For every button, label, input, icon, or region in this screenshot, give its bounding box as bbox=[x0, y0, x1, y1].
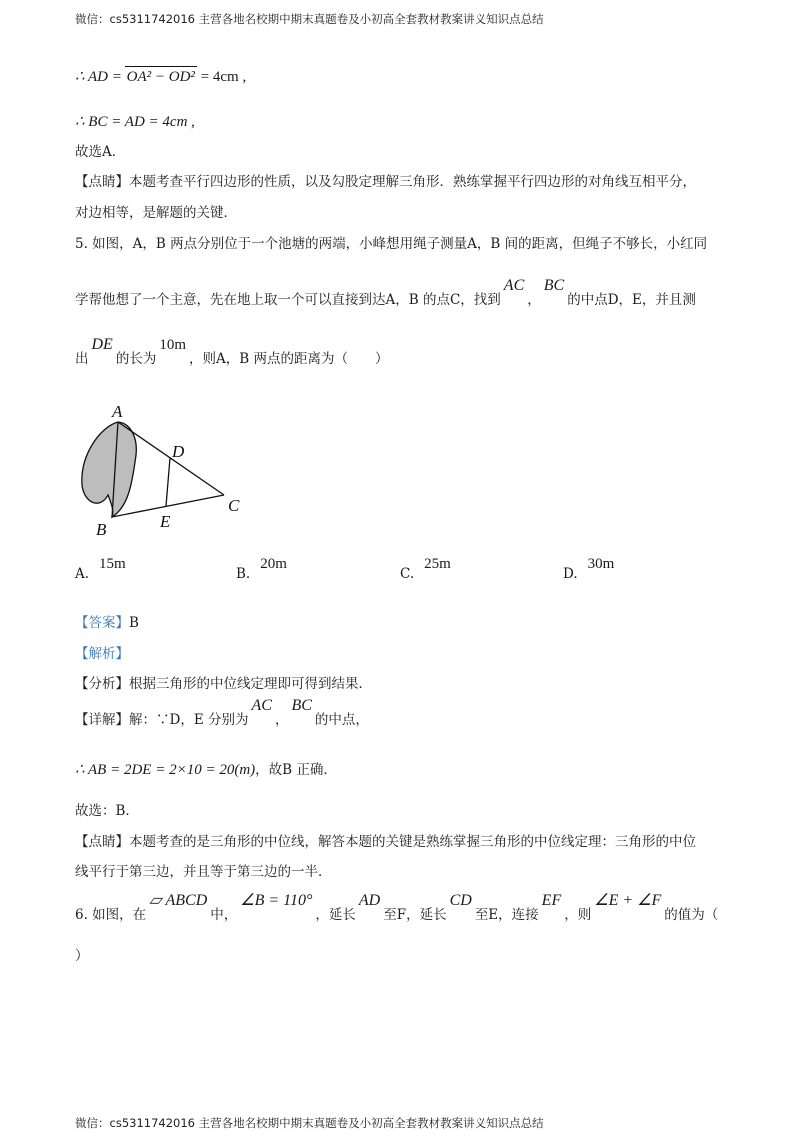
label-b: B bbox=[96, 520, 107, 539]
q5-detail: 【详解】解：∵D，E 分别为AC，BC的中点， bbox=[75, 697, 369, 728]
q5-fenxi: 【分析】根据三角形的中位线定理即可得到结果． bbox=[75, 676, 372, 692]
option-b[interactable]: B.20m bbox=[236, 556, 287, 582]
option-d[interactable]: D.30m bbox=[563, 556, 615, 582]
label-a: A bbox=[112, 402, 123, 421]
q5-choice: 故选：B． bbox=[75, 803, 139, 819]
q5-line1: 5. 如图，A，B 两点分别位于一个池塘的两端，小峰想用绳子测量A，B 间的距离，但绳子不够长，小红同 bbox=[75, 236, 708, 252]
q5-analysis-tag: 【解析】 bbox=[75, 646, 129, 662]
label-d: D bbox=[172, 442, 185, 461]
q5-line2: 学帮他想了一个主意，先在地上取一个可以直接到达A，B 的点C，找到AC，BC的中点D，E，并且测 bbox=[75, 277, 696, 308]
prev-comment-line2: 对边相等，是解题的关键． bbox=[75, 205, 237, 221]
equation-bc: ∴ BC = AD = 4cm , bbox=[75, 114, 195, 130]
q6-line1: 6. 如图，在▱ ABCD中，∠B = 110°，延长AD至F，延长CD至E，连接EF，则∠E + ∠F的值为（ bbox=[75, 892, 719, 923]
q5-comment-line2: 线平行于第三边，并且等于第三边的一半． bbox=[75, 864, 332, 880]
q5-figure bbox=[70, 395, 260, 545]
q6-line2: ） bbox=[75, 948, 89, 964]
page-header: 微信：cs5311742016 主营各地名校期中期末真题卷及小初高全套教材教案讲义知识点总结 bbox=[75, 12, 544, 26]
prev-comment-line1: 【点睛】本题考查平行四边形的性质，以及勾股定理解三角形．熟练掌握平行四边形的对角线互相平分， bbox=[75, 174, 696, 190]
q5-calc: ∴ AB = 2DE = 2×10 = 20(m)，故B 正确． bbox=[75, 762, 337, 778]
pond-shape bbox=[82, 422, 136, 517]
segment-de bbox=[166, 458, 170, 506]
option-a[interactable]: A.15m bbox=[75, 556, 126, 582]
label-e: E bbox=[160, 512, 171, 531]
page-footer: 微信：cs5311742016 主营各地名校期中期末真题卷及小初高全套教材教案讲义知识点总结 bbox=[75, 1116, 544, 1130]
label-c: C bbox=[228, 496, 240, 515]
prev-choice: 故选A． bbox=[75, 144, 126, 160]
equation-ad: ∴ AD = OA² − OD² = 4cm , bbox=[75, 66, 246, 87]
option-c[interactable]: C.25m bbox=[400, 556, 451, 582]
q5-comment-line1: 【点睛】本题考查的是三角形的中位线，解答本题的关键是熟练掌握三角形的中位线定理：三角形的中位 bbox=[75, 834, 696, 850]
q5-answer: 【答案】B bbox=[75, 615, 139, 631]
q5-line3: 出DE的长为10m，则A，B 两点的距离为（ ） bbox=[75, 336, 389, 367]
